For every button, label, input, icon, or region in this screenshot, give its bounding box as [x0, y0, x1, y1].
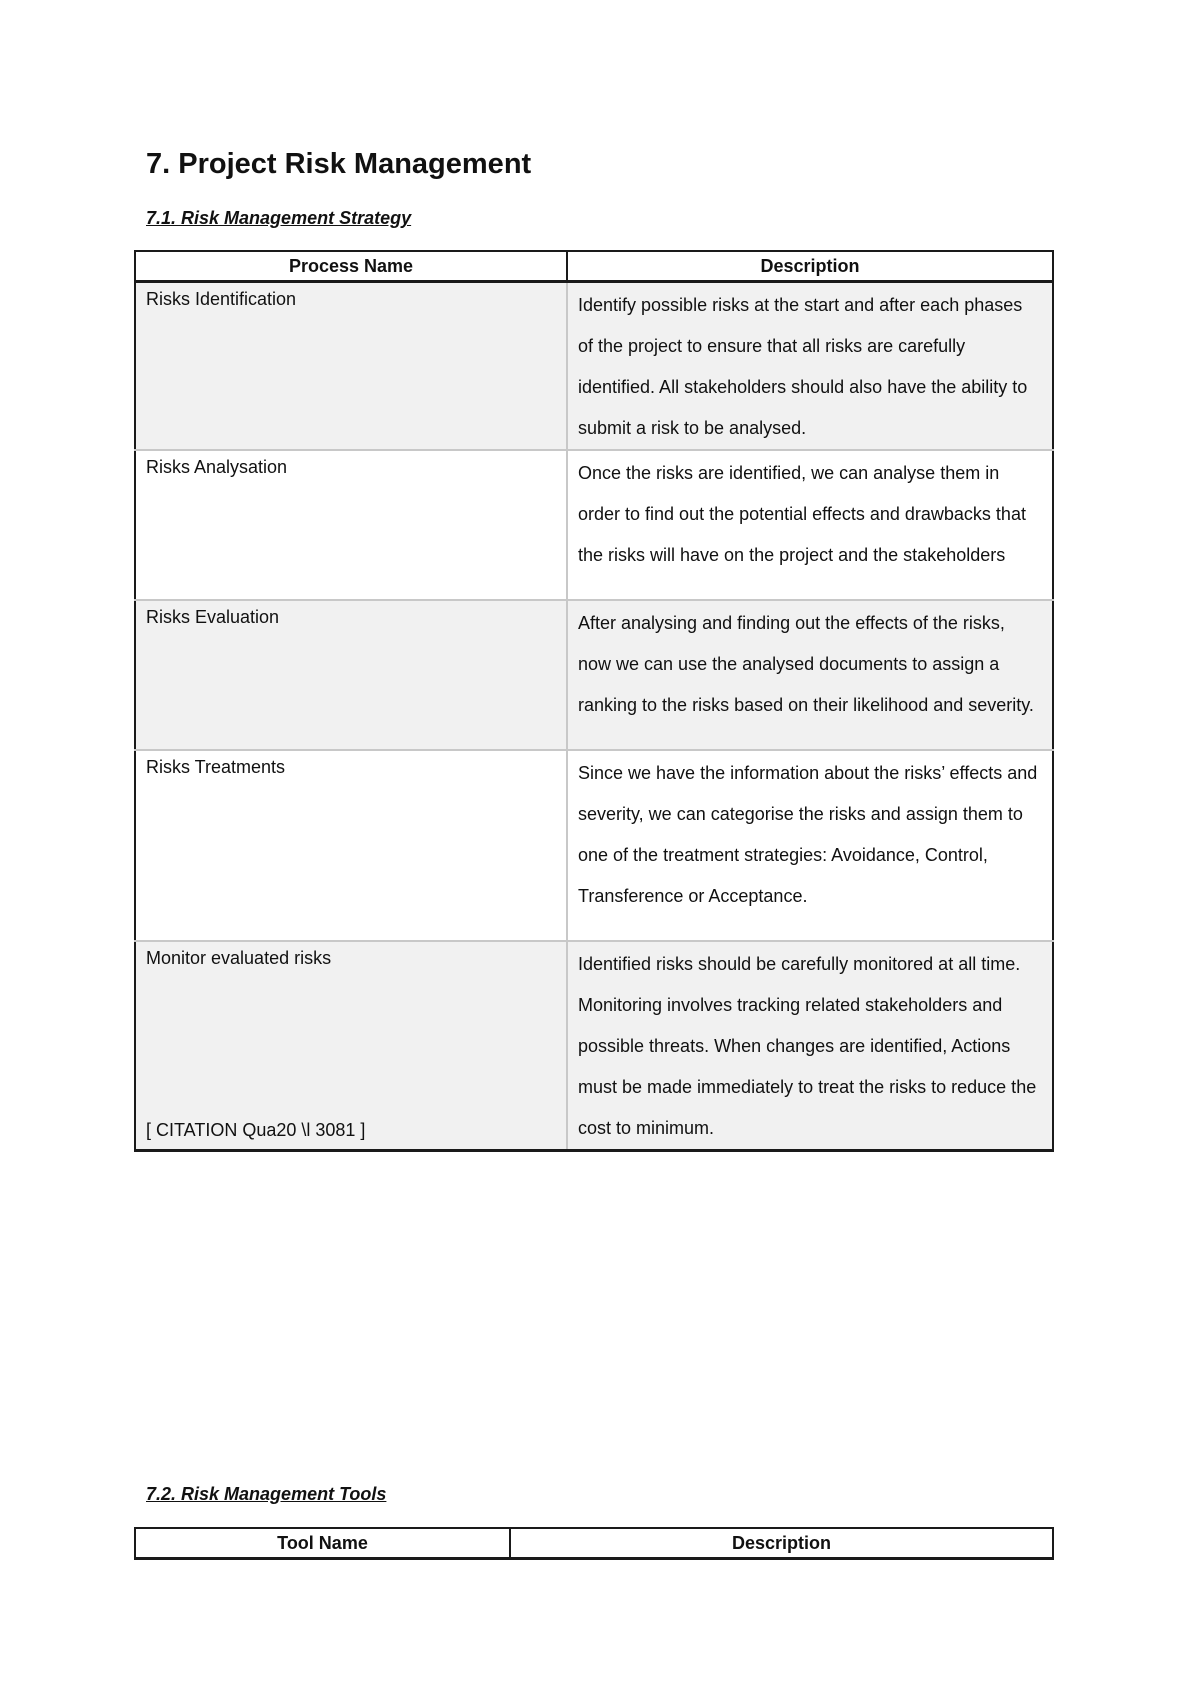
section-heading-tools: 7.2. Risk Management Tools [146, 1484, 387, 1504]
description-cell: Identified risks should be carefully monitored at all time. Monitoring involves tracking related stakeholders and possible threats. When changes are identified, Actions must be made immediately to treat the risks to reduce the cost to minimum. [567, 941, 1053, 1151]
description-cell: After analysing and finding out the effects of the risks, now we can use the analysed documents to assign a ranking to the risks based on their likelihood and severity. [567, 600, 1053, 750]
table-header-row [135, 251, 1053, 282]
risk-strategy-table [134, 250, 1054, 1152]
risk-tools-table [134, 1527, 1054, 1560]
table-row [135, 750, 1053, 941]
process-name-cell: Risks Treatments [135, 750, 567, 941]
table-row [135, 600, 1053, 750]
column-header-process-name: Process Name [135, 251, 567, 282]
citation-field: [ CITATION Qua20 \l 3081 ] [146, 1120, 366, 1140]
column-header-tool-name: Tool Name [135, 1528, 510, 1559]
table-row [135, 450, 1053, 600]
process-name-cell: Risks Identification [135, 282, 567, 451]
process-name-cell: Monitor evaluated risks [135, 941, 567, 1151]
description-cell: Since we have the information about the risks’ effects and severity, we can categorise the risks and assign them to one of the treatment strategies: Avoidance, Control, Transference or Acceptance. [567, 750, 1053, 941]
process-name-cell: Risks Analysation [135, 450, 567, 600]
column-header-description: Description [510, 1528, 1053, 1559]
page-title: 7. Project Risk Management [146, 148, 532, 180]
section-heading-strategy: 7.1. Risk Management Strategy [146, 208, 412, 228]
column-header-description: Description [567, 251, 1053, 282]
process-name-cell: Risks Evaluation [135, 600, 567, 750]
table-header-row [135, 1528, 1053, 1559]
description-cell: Once the risks are identified, we can analyse them in order to find out the potential effects and drawbacks that the risks will have on the project and the stakeholders [567, 450, 1053, 600]
description-cell: Identify possible risks at the start and after each phases of the project to ensure that all risks are carefully identified. All stakeholders should also have the ability to submit a risk to be analysed. [567, 282, 1053, 451]
table-row [135, 282, 1053, 451]
